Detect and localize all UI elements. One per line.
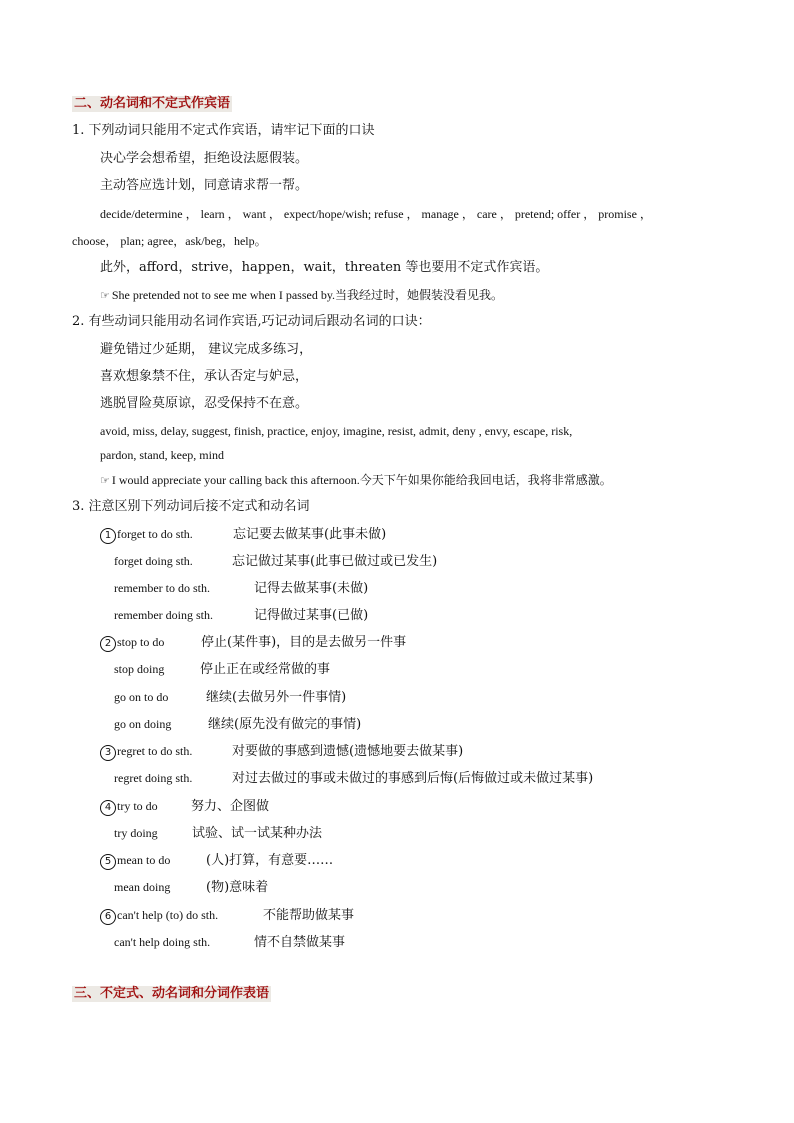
example-sentence: [100, 472, 612, 489]
item-title: 1. 下列动词只能用不定式作宾语，请牢记下面的口诀: [72, 123, 375, 138]
usage-english: forget doing sth.: [114, 554, 193, 568]
usage-row: [114, 580, 368, 597]
mnemonic-line: 喜欢想象禁不住，承认否定与妒忌，: [100, 369, 309, 384]
usage-chinese: 继续(去做另外一件事情): [206, 690, 347, 705]
usage-chinese: 记得去做某事(未做): [254, 581, 369, 596]
usage-row: [100, 634, 406, 652]
usage-english: try doing: [114, 826, 158, 840]
usage-row: [114, 661, 330, 678]
usage-chinese: (人)打算，有意要……: [206, 853, 334, 868]
usage-chinese: 记得做过某事(已做): [254, 608, 369, 623]
section-heading: 三、不定式、动名词和分词作表语: [74, 986, 270, 1001]
mnemonic-line: 逃脱冒险莫原谅，忍受保持不在意。: [100, 396, 309, 411]
usage-chinese: 忘记做过某事(此事已做过或已发生): [232, 554, 438, 569]
mnemonic-line: 避免错过少延期， 建议完成多练习，: [100, 342, 313, 357]
usage-row: [100, 526, 386, 544]
usage-chinese: 停止(某件事)，目的是去做另一件事: [201, 635, 407, 650]
usage-chinese: 努力、企图做: [191, 799, 270, 814]
usage-chinese: 忘记要去做某事(此事未做): [233, 527, 387, 542]
usage-chinese: 对过去做过的事或未做过的事感到后悔(后悔做过或未做过某事): [232, 771, 594, 786]
usage-english: remember doing sth.: [114, 608, 213, 622]
usage-english: stop doing: [114, 662, 165, 676]
usage-row: [114, 553, 437, 570]
usage-row: [114, 689, 346, 706]
example-text: I would appreciate your calling back this afternoon.今天下午如果你能给我回电话，我将非常感激。: [111, 473, 612, 487]
usage-english: try to do: [117, 799, 158, 813]
usage-chinese: (物)意味着: [206, 880, 269, 895]
usage-chinese: 继续(原先没有做完的事情): [208, 717, 362, 732]
usage-row: [114, 607, 368, 624]
usage-chinese: 试验、试一试某种办法: [192, 826, 323, 841]
usage-chinese: 对要做的事感到遗憾(遗憾地要去做某事): [232, 744, 464, 759]
usage-english: regret doing sth.: [114, 771, 193, 785]
circled-number: 1: [100, 528, 116, 544]
usage-row: [114, 825, 322, 842]
usage-row: [114, 879, 268, 896]
usage-english: go on to do: [114, 690, 169, 704]
usage-row: [114, 770, 593, 787]
example-text: She pretended not to see me when I passed by.当我经过时，她假装没看见我。: [111, 288, 504, 302]
usage-english: mean doing: [114, 880, 171, 894]
usage-english: can't help (to) do sth.: [117, 908, 219, 922]
mnemonic-line: 决心学会想希望，拒绝设法愿假装。: [100, 151, 309, 166]
usage-english: forget to do sth.: [117, 527, 193, 541]
usage-row: [100, 798, 269, 816]
usage-english: go on doing: [114, 717, 172, 731]
usage-row: [114, 716, 361, 733]
section-heading: 二、动名词和不定式作宾语: [74, 96, 231, 111]
usage-english: stop to do: [117, 635, 165, 649]
usage-row: [114, 934, 345, 951]
example-sentence: [100, 287, 503, 304]
item-title: 3. 注意区别下列动词后接不定式和动名词: [72, 499, 310, 514]
verb-list: avoid, miss, delay, suggest, finish, practice, enjoy, imagine, resist, admit, deny , envy, escape, risk,: [100, 424, 573, 438]
usage-row: [100, 743, 463, 761]
usage-english: can't help doing sth.: [114, 935, 211, 949]
usage-english: remember to do sth.: [114, 581, 210, 595]
item-title: 2. 有些动词只能用动名词作宾语,巧记动词后跟动名词的口诀：: [72, 314, 431, 329]
note-line: 此外，afford，strive，happen，wait，threaten 等也要用不定式作宾语。: [100, 260, 549, 275]
pointing-hand-icon: ☞: [100, 290, 110, 302]
circled-number: 5: [100, 854, 116, 870]
verb-list: pardon, stand, keep, mind: [100, 448, 224, 462]
usage-english: regret to do sth.: [117, 744, 193, 758]
usage-chinese: 情不自禁做某事: [254, 935, 346, 950]
circled-number: 2: [100, 636, 116, 652]
verb-list: choose， plan; agree，ask/beg，help。: [72, 234, 267, 248]
usage-english: mean to do: [117, 853, 171, 867]
verb-list: decide/determine ， learn ， want ， expect/hope/wish; refuse ， manage ， care ， pretend; offer ， promise ，: [100, 207, 652, 221]
usage-row: [100, 907, 354, 925]
usage-row: [100, 852, 333, 870]
pointing-hand-icon: ☞: [100, 475, 110, 487]
usage-chinese: 停止正在或经常做的事: [200, 662, 331, 677]
circled-number: 6: [100, 909, 116, 925]
circled-number: 3: [100, 745, 116, 761]
usage-chinese: 不能帮助做某事: [263, 908, 355, 923]
circled-number: 4: [100, 800, 116, 816]
mnemonic-line: 主动答应选计划，同意请求帮一帮。: [100, 178, 309, 193]
